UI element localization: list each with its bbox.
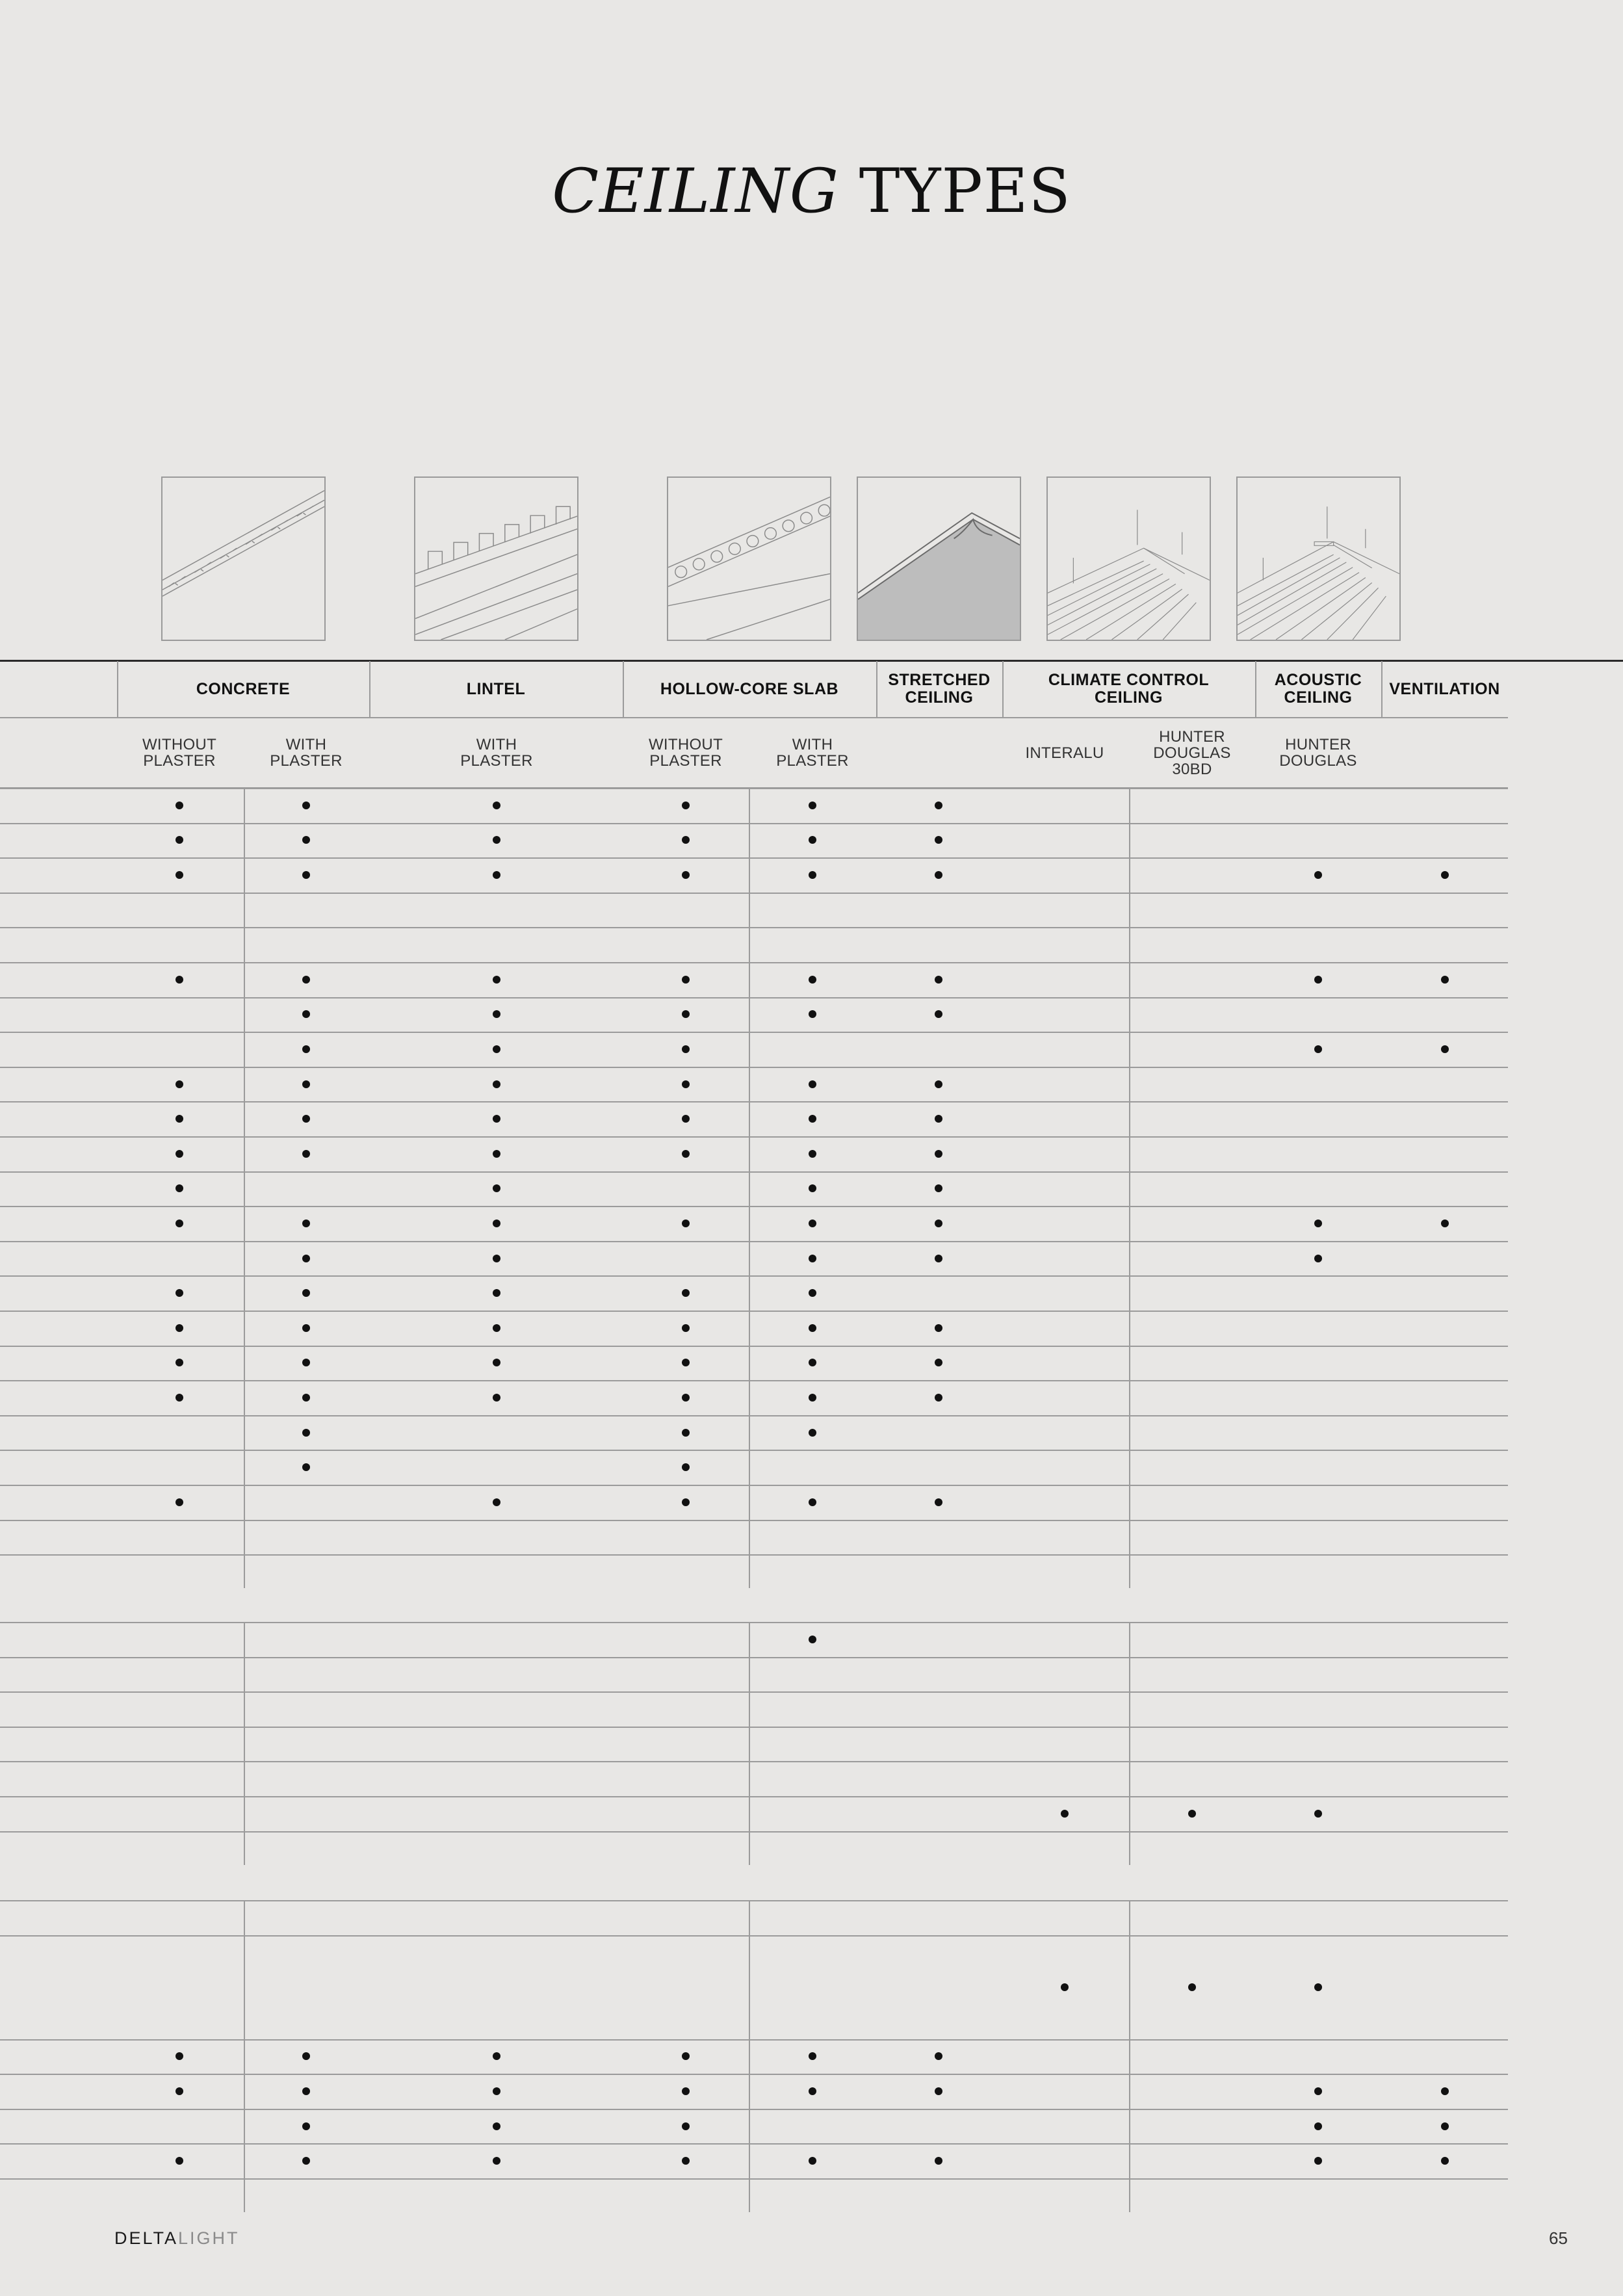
compatibility-dot — [1188, 1983, 1196, 1991]
compatibility-dot — [809, 1289, 816, 1297]
compatibility-dot — [809, 2052, 816, 2060]
compatibility-dot — [302, 836, 310, 844]
compatibility-dot — [493, 1150, 500, 1158]
compatibility-dot — [935, 1010, 942, 1018]
compatibility-dot — [809, 1394, 816, 1402]
compatibility-dot — [175, 976, 183, 984]
compatibility-dot — [935, 1184, 942, 1192]
compatibility-dot — [175, 1359, 183, 1366]
row-rule — [0, 1485, 1508, 1486]
column-divider — [244, 1900, 245, 2212]
column-header: STRETCHED CEILING — [888, 671, 991, 707]
row-rule — [0, 1450, 1508, 1451]
lintel-icon — [414, 476, 578, 641]
compatibility-dot — [302, 2052, 310, 2060]
column-subheader: WITH PLASTER — [776, 736, 849, 770]
compatibility-dot — [493, 1045, 500, 1053]
compatibility-dot — [175, 871, 183, 879]
row-rule — [0, 1311, 1508, 1312]
column-divider — [1129, 788, 1130, 1588]
compatibility-dot — [682, 1010, 690, 1018]
compatibility-dot — [1441, 2087, 1449, 2095]
compatibility-dot — [809, 871, 816, 879]
compatibility-dot — [302, 1429, 310, 1437]
row-rule — [0, 1241, 1508, 1242]
row-rule — [0, 1206, 1508, 1207]
row-rule — [0, 1101, 1508, 1102]
row-rule — [0, 1727, 1508, 1728]
compatibility-dot — [1314, 2122, 1322, 2130]
compatibility-dot — [493, 2087, 500, 2095]
compatibility-dot — [682, 1289, 690, 1297]
compatibility-dot — [1441, 1220, 1449, 1227]
compatibility-dot — [175, 2052, 183, 2060]
row-rule — [0, 2143, 1508, 2145]
compatibility-dot — [809, 802, 816, 809]
compatibility-dot — [682, 1394, 690, 1402]
compatibility-dot — [1441, 1045, 1449, 1053]
compatibility-dot — [809, 1010, 816, 1018]
column-divider — [749, 1900, 750, 2212]
compatibility-dot — [682, 976, 690, 984]
brand-dark: DELTA — [114, 2228, 179, 2248]
compatibility-dot — [1314, 2157, 1322, 2165]
compatibility-dot — [682, 1324, 690, 1332]
column-header: VENTILATION — [1389, 679, 1500, 698]
compatibility-dot — [175, 1150, 183, 1158]
row-rule — [0, 893, 1508, 894]
compatibility-dot — [493, 1498, 500, 1506]
compatibility-dot — [935, 871, 942, 879]
column-subheader: WITH PLASTER — [270, 736, 343, 770]
compatibility-dot — [935, 1324, 942, 1332]
compatibility-dot — [809, 2157, 816, 2165]
compatibility-dot — [1441, 871, 1449, 879]
compatibility-dot — [1314, 871, 1322, 879]
row-rule — [0, 823, 1508, 824]
compatibility-dot — [809, 1636, 816, 1643]
compatibility-dot — [175, 802, 183, 809]
compatibility-dot — [1314, 2087, 1322, 2095]
compatibility-dot — [809, 1080, 816, 1088]
compatibility-dot — [302, 1289, 310, 1297]
compatibility-dot — [302, 2157, 310, 2165]
column-header: CLIMATE CONTROL CEILING — [1048, 671, 1210, 707]
compatibility-dot — [935, 836, 942, 844]
compatibility-dot — [175, 1289, 183, 1297]
compatibility-dot — [493, 1115, 500, 1123]
compatibility-dot — [302, 1359, 310, 1366]
column-subheader: WITHOUT PLASTER — [142, 736, 217, 770]
row-rule — [0, 1796, 1508, 1797]
compatibility-dot — [682, 2052, 690, 2060]
column-subheader — [1383, 718, 1507, 787]
brand-light: LIGHT — [178, 2228, 240, 2248]
compatibility-dot — [809, 836, 816, 844]
row-rule — [0, 1171, 1508, 1173]
compatibility-dot — [935, 1150, 942, 1158]
climate-ceiling-icon — [1046, 476, 1211, 641]
compatibility-dot — [682, 871, 690, 879]
compatibility-dot — [809, 2087, 816, 2095]
hollow-core-slab-icon — [667, 476, 831, 641]
row-rule — [0, 1935, 1508, 1937]
row-rule — [0, 1900, 1508, 1901]
compatibility-dot — [302, 1463, 310, 1471]
compatibility-dot — [935, 976, 942, 984]
compatibility-dot — [302, 1324, 310, 1332]
compatibility-dot — [935, 2087, 942, 2095]
compatibility-dot — [493, 1010, 500, 1018]
concrete-slab-icon — [161, 476, 326, 641]
compatibility-dot — [1188, 1810, 1196, 1818]
compatibility-dot — [302, 2087, 310, 2095]
compatibility-dot — [682, 1429, 690, 1437]
column-header: LINTEL — [466, 679, 526, 698]
brand-logo — [114, 2228, 240, 2249]
row-rule — [0, 1136, 1508, 1138]
compatibility-dot — [809, 976, 816, 984]
compatibility-dot — [682, 2087, 690, 2095]
compatibility-dot — [493, 1394, 500, 1402]
compatibility-dot — [1441, 976, 1449, 984]
compatibility-dot — [1314, 1045, 1322, 1053]
column-header: HOLLOW-CORE SLAB — [660, 679, 839, 698]
compatibility-dot — [493, 1220, 500, 1227]
row-rule — [0, 857, 1508, 859]
compatibility-dot — [493, 2122, 500, 2130]
row-rule — [0, 1622, 1508, 1623]
compatibility-dot — [302, 2122, 310, 2130]
compatibility-dot — [935, 2157, 942, 2165]
compatibility-dot — [493, 2052, 500, 2060]
column-subheader: WITH PLASTER — [460, 736, 533, 770]
row-rule — [0, 1831, 1508, 1833]
row-rule — [0, 1346, 1508, 1347]
column-subheader: HUNTER DOUGLAS 30BD — [1153, 727, 1231, 778]
row-rule — [0, 1761, 1508, 1762]
compatibility-dot — [1314, 1810, 1322, 1818]
row-rule — [0, 962, 1508, 963]
compatibility-dot — [809, 1498, 816, 1506]
compatibility-dot — [935, 2052, 942, 2060]
compatibility-dot — [175, 1184, 183, 1192]
compatibility-dot — [682, 1115, 690, 1123]
row-rule — [0, 1380, 1508, 1381]
compatibility-dot — [302, 1045, 310, 1053]
compatibility-dot — [175, 1115, 183, 1123]
column-divider — [1129, 1622, 1130, 1865]
compatibility-dot — [175, 1498, 183, 1506]
compatibility-dot — [682, 1150, 690, 1158]
compatibility-dot — [493, 1289, 500, 1297]
compatibility-dot — [682, 1498, 690, 1506]
compatibility-dot — [809, 1324, 816, 1332]
stretched-ceiling-icon — [857, 476, 1021, 641]
row-rule — [0, 2178, 1508, 2180]
compatibility-dot — [682, 2157, 690, 2165]
compatibility-dot — [1314, 1220, 1322, 1227]
compatibility-dot — [493, 1359, 500, 1366]
row-rule — [0, 2109, 1508, 2110]
compatibility-dot — [809, 1255, 816, 1262]
compatibility-dot — [682, 836, 690, 844]
page-title — [0, 156, 1623, 227]
compatibility-dot — [935, 1115, 942, 1123]
title-regular: TYPES — [838, 156, 1071, 227]
compatibility-dot — [1441, 2122, 1449, 2130]
compatibility-dot — [493, 1255, 500, 1262]
row-rule — [0, 1691, 1508, 1693]
column-subheader: INTERALU — [1025, 744, 1104, 762]
compatibility-dot — [175, 1080, 183, 1088]
compatibility-dot — [1314, 1983, 1322, 1991]
column-divider — [749, 788, 750, 1588]
column-subheader: HUNTER DOUGLAS — [1279, 736, 1357, 770]
row-rule — [0, 1067, 1508, 1068]
compatibility-dot — [493, 871, 500, 879]
row-rule — [0, 2074, 1508, 2075]
compatibility-dot — [1061, 1983, 1069, 1991]
compatibility-dot — [682, 1463, 690, 1471]
compatibility-dot — [493, 976, 500, 984]
row-rule — [0, 927, 1508, 928]
compatibility-dot — [809, 1220, 816, 1227]
compatibility-dot — [302, 1080, 310, 1088]
compatibility-dot — [302, 1394, 310, 1402]
compatibility-dot — [935, 1255, 942, 1262]
compatibility-dot — [1314, 1255, 1322, 1262]
title-italic: CEILING — [552, 156, 839, 227]
column-header: CONCRETE — [196, 679, 291, 698]
row-rule — [0, 1657, 1508, 1658]
compatibility-dot — [809, 1429, 816, 1437]
compatibility-dot — [493, 1080, 500, 1088]
row-rule — [0, 1520, 1508, 1521]
compatibility-dot — [935, 1394, 942, 1402]
compatibility-dot — [493, 1184, 500, 1192]
column-divider — [244, 1622, 245, 1865]
row-rule — [0, 1032, 1508, 1033]
compatibility-dot — [682, 2122, 690, 2130]
compatibility-dot — [302, 1010, 310, 1018]
column-divider — [749, 1622, 750, 1865]
compatibility-dot — [682, 802, 690, 809]
compatibility-dot — [302, 802, 310, 809]
column-subheader — [877, 718, 1000, 787]
compatibility-dot — [682, 1080, 690, 1088]
compatibility-dot — [493, 836, 500, 844]
compatibility-dot — [493, 1324, 500, 1332]
compatibility-dot — [682, 1220, 690, 1227]
column-subheader: WITHOUT PLASTER — [648, 736, 723, 770]
compatibility-dot — [1441, 2157, 1449, 2165]
compatibility-dot — [682, 1359, 690, 1366]
column-header: ACOUSTIC CEILING — [1274, 671, 1362, 707]
row-rule — [0, 1415, 1508, 1416]
compatibility-dot — [175, 1324, 183, 1332]
compatibility-dot — [493, 2157, 500, 2165]
column-divider — [244, 788, 245, 1588]
compatibility-dot — [302, 1115, 310, 1123]
compatibility-dot — [1061, 1810, 1069, 1818]
compatibility-dot — [302, 1150, 310, 1158]
row-rule — [0, 1554, 1508, 1556]
compatibility-dot — [935, 1220, 942, 1227]
row-rule — [0, 997, 1508, 998]
row-rule — [0, 2039, 1508, 2041]
compatibility-dot — [935, 1080, 942, 1088]
column-divider — [1129, 1900, 1130, 2212]
compatibility-dot — [493, 802, 500, 809]
page-number: 65 — [1549, 2228, 1568, 2248]
compatibility-dot — [302, 976, 310, 984]
compatibility-dot — [809, 1359, 816, 1366]
row-rule — [0, 1275, 1508, 1277]
compatibility-dot — [809, 1150, 816, 1158]
compatibility-dot — [175, 2087, 183, 2095]
compatibility-dot — [175, 1220, 183, 1227]
compatibility-dot — [935, 802, 942, 809]
compatibility-dot — [1314, 976, 1322, 984]
compatibility-dot — [302, 1220, 310, 1227]
compatibility-dot — [809, 1184, 816, 1192]
compatibility-dot — [935, 1359, 942, 1366]
compatibility-dot — [682, 1045, 690, 1053]
acoustic-ceiling-icon — [1236, 476, 1401, 641]
compatibility-dot — [175, 2157, 183, 2165]
compatibility-dot — [935, 1498, 942, 1506]
compatibility-dot — [175, 1394, 183, 1402]
compatibility-dot — [302, 871, 310, 879]
compatibility-dot — [809, 1115, 816, 1123]
row-rule — [0, 788, 1508, 789]
compatibility-dot — [302, 1255, 310, 1262]
compatibility-dot — [175, 836, 183, 844]
